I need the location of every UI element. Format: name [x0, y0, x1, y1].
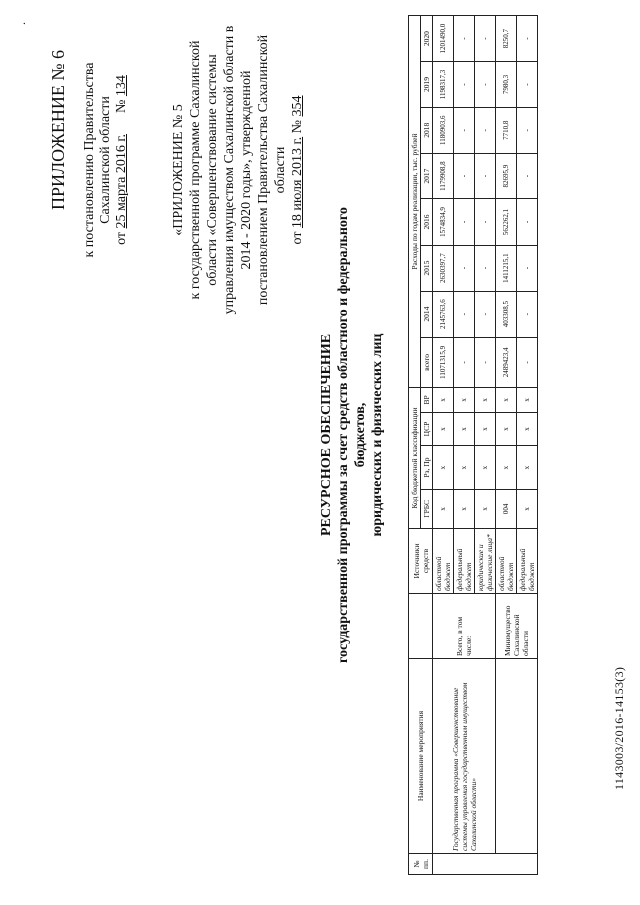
annex-date-prefix: от — [114, 231, 129, 245]
cell-year: - — [454, 62, 475, 108]
col-year: 2015 — [421, 245, 433, 291]
cell-grbs: х — [433, 489, 454, 528]
cell-year: - — [517, 16, 538, 62]
annex5-body: к государственной программе Сахалинской области «Совершенствование системы управления имуществом Сахалинской области в 2014 - 2020 годы», утвержденной постановлением Правительства Сахалинской области — [188, 25, 288, 315]
cell-csr: х — [517, 412, 538, 446]
cell-year: - — [454, 291, 475, 337]
annex-line1: к постановлению Правительства — [82, 62, 97, 258]
heading-line2: государственной программы за счет средств областного и федерального бюджетов, — [336, 207, 368, 663]
cell-grbs: 004 — [496, 489, 517, 528]
cell-rzpr: х — [517, 446, 538, 489]
annex5-block — [170, 20, 306, 320]
col-code-group: Код бюджетной классификации — [409, 388, 421, 529]
cell-vr: х — [475, 388, 496, 413]
annex-line2: Сахалинской области — [98, 96, 113, 224]
cell-total: 2489423,4 — [496, 337, 517, 387]
cell-source: федеральный бюджет — [454, 529, 475, 594]
col-year: 2020 — [421, 16, 433, 62]
cell-empty — [496, 659, 538, 854]
cell-rzpr: х — [454, 446, 475, 489]
document-heading — [318, 175, 386, 695]
annex-date-line — [114, 15, 130, 305]
cell-year: - — [454, 107, 475, 153]
cell-total: 11071315,9 — [433, 337, 454, 387]
heading-line3: юридических и физических лиц — [370, 333, 385, 537]
col-expense-group: Расходы по годам реализации, тыс. рублей — [409, 16, 421, 388]
cell-year: 7980,3 — [496, 62, 517, 108]
annex5-number: 354 — [290, 95, 305, 117]
cell-year: - — [475, 62, 496, 108]
col-num: № пп. — [409, 854, 433, 875]
cell-num — [433, 854, 538, 875]
col-year: 2016 — [421, 199, 433, 245]
cell-year: 1201490,0 — [433, 16, 454, 62]
document-footer-code: 1143003/2016-14153(3) — [612, 666, 626, 790]
cell-rzpr: х — [496, 446, 517, 489]
cell-total: - — [475, 337, 496, 387]
cell-rzpr: х — [433, 446, 454, 489]
cell-vr: х — [496, 388, 517, 413]
annex5-num-prefix: № — [290, 120, 305, 134]
cell-year: - — [454, 245, 475, 291]
cell-year: 82695,9 — [496, 153, 517, 199]
cell-source: юридические и физические лица* — [475, 529, 496, 594]
col-grbs: ГРБС — [421, 489, 433, 528]
cell-total: - — [454, 337, 475, 387]
col-rzpr: Рз, Пр — [421, 446, 433, 489]
table-row — [433, 16, 454, 875]
col-year: 2018 — [421, 107, 433, 153]
cell-year: - — [517, 62, 538, 108]
cell-vr: х — [454, 388, 475, 413]
cell-year: - — [475, 245, 496, 291]
stray-mark: . — [14, 22, 28, 25]
cell-year: - — [454, 199, 475, 245]
col-name: Наименование мероприятия — [409, 659, 433, 854]
cell-year: - — [475, 16, 496, 62]
cell-total-label: Всего, в том числе: — [433, 594, 496, 659]
annex-num-prefix: № — [114, 99, 129, 113]
annex-title: ПРИЛОЖЕНИЕ № 6 — [48, 49, 68, 211]
resource-table — [408, 15, 538, 875]
cell-year: 2630397,7 — [433, 245, 454, 291]
cell-year: - — [475, 153, 496, 199]
col-executor — [409, 594, 433, 659]
cell-year: 562262,1 — [496, 199, 517, 245]
annex5-title: «ПРИЛОЖЕНИЕ № 5 — [171, 104, 186, 236]
cell-vr: х — [433, 388, 454, 413]
col-year: 2014 — [421, 291, 433, 337]
cell-year: 2145763,6 — [433, 291, 454, 337]
col-year: 2017 — [421, 153, 433, 199]
cell-year: - — [454, 16, 475, 62]
cell-grbs: х — [517, 489, 538, 528]
col-vr: ВР — [421, 388, 433, 413]
annex-number: 134 — [114, 75, 129, 97]
cell-program-name: Государственная программа «Совершенствование системы управления государственным имуществом Сахалинской области» — [433, 659, 496, 854]
annex5-date-line — [289, 20, 306, 320]
cell-year: 1574834,9 — [433, 199, 454, 245]
table-header-row — [409, 16, 421, 875]
cell-ministry: Минимущество Сахалинской области — [496, 594, 538, 659]
cell-year: 1180903,6 — [433, 107, 454, 153]
cell-year: 403308,5 — [496, 291, 517, 337]
cell-year: 1179908,8 — [433, 153, 454, 199]
cell-year: 1411215,1 — [496, 245, 517, 291]
annex-date: 25 марта 2016 г. — [114, 133, 129, 229]
col-source: Источники средств — [409, 529, 433, 594]
cell-csr: х — [433, 412, 454, 446]
cell-year: - — [475, 107, 496, 153]
cell-csr: х — [496, 412, 517, 446]
annex-resolution — [82, 15, 130, 305]
cell-csr: х — [454, 412, 475, 446]
cell-year: - — [517, 291, 538, 337]
cell-csr: х — [475, 412, 496, 446]
cell-rzpr: х — [475, 446, 496, 489]
cell-year: - — [475, 291, 496, 337]
annex5-date: 18 июля 2013 г. — [290, 136, 305, 229]
cell-grbs: х — [454, 489, 475, 528]
cell-year: - — [517, 245, 538, 291]
col-total: всего — [421, 337, 433, 387]
cell-year: 7710,8 — [496, 107, 517, 153]
cell-source: областной бюджет — [496, 529, 517, 594]
cell-year: 8250,7 — [496, 16, 517, 62]
cell-year: 1198317,3 — [433, 62, 454, 108]
cell-source: областной бюджет — [433, 529, 454, 594]
col-year: 2019 — [421, 62, 433, 108]
cell-vr: х — [517, 388, 538, 413]
cell-year: - — [517, 199, 538, 245]
table-row — [496, 16, 517, 875]
cell-year: - — [475, 199, 496, 245]
cell-total: - — [517, 337, 538, 387]
cell-grbs: х — [475, 489, 496, 528]
col-csr: ЦСР — [421, 412, 433, 446]
cell-year: - — [517, 107, 538, 153]
cell-year: - — [517, 153, 538, 199]
heading-line1: РЕСУРСНОЕ ОБЕСПЕЧЕНИЕ — [319, 333, 334, 537]
annex5-date-prefix: от — [290, 231, 305, 245]
cell-year: - — [454, 153, 475, 199]
cell-source: федеральный бюджет — [517, 529, 538, 594]
